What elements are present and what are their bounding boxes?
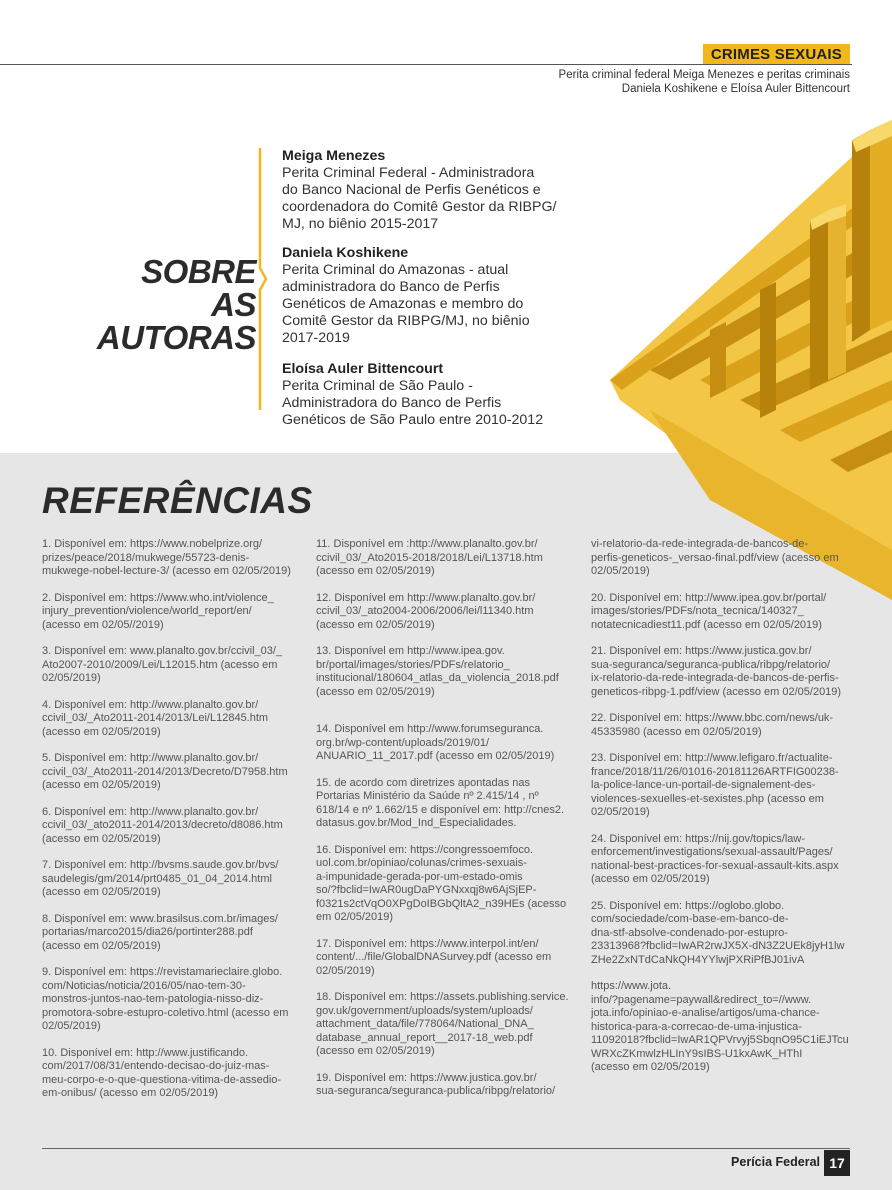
reference-item: 2. Disponível em: https://www.who.int/violence_ injury_prevention/violence/world_report/en/ (acesso em 02/05//2019) <box>42 591 274 631</box>
about-title <box>96 255 256 354</box>
author-eloisa <box>282 361 582 429</box>
reference-item: 13. Disponível em http://www.ipea.gov. br/portal/images/stories/PDFs/relatorio_ institucional/180604_atlas_da_violencia_2018.pdf (acesso em 02/05/2019) <box>316 645 559 698</box>
author-bio: Perita Criminal do Amazonas - atual administradora do Banco de Perfis Genéticos de Amazonas e membro do Comitê Gestor da RIBPG/MJ, no biênio 2017-2019 <box>282 262 530 346</box>
reference-item: vi-relatorio-da-rede-integrada-de-bancos-de- perfis-geneticos-_versao-final.pdf/view (acesso em 02/05/2019) <box>591 538 839 577</box>
author-daniela <box>282 245 582 347</box>
footer-divider <box>42 1148 850 1149</box>
about-title-line-1: SOBRE AS <box>141 253 256 323</box>
reference-item: 9. Disponível em: https://revistamarieclaire.globo. com/Noticias/noticia/2016/05/nao-tem-30- monstros-juntos-nao-tem-patologia-nisso-diz- promotora-sobre-estupro-coletivo.html (acesso em 02/05/2019) <box>42 966 289 1032</box>
references-title: REFERÊNCIAS <box>42 480 313 521</box>
reference-item: 1. Disponível em: https://www.nobelprize.org/ prizes/peace/2018/mukwege/55723-denis- mukwege-nobel-lecture-3/ (acesso em 02/05/2019) <box>42 538 291 577</box>
author-name: Meiga Menezes <box>282 148 386 164</box>
section-tag: CRIMES SEXUAIS <box>703 44 850 65</box>
reference-item: 21. Disponível em: https://www.justica.gov.br/ sua-seguranca/seguranca-publica/ribpg/relatorio/ ix-relatorio-da-rede-integrada-de-bancos-de-perfis- geneticos-ribpg-1.pdf/view (acesso em 02/05/2019) <box>591 645 842 698</box>
references-column-1 <box>42 538 310 1114</box>
author-name: Eloísa Auler Bittencourt <box>282 361 444 377</box>
magazine-name: Perícia Federal <box>731 1155 820 1169</box>
reference-item: 20. Disponível em: http://www.ipea.gov.br/portal/ images/stories/PDFs/nota_tecnica/140327_ notatecnicadiest11.pdf (acesso em 02/05/2019) <box>591 591 827 631</box>
about-title-line-2: AUTORAS <box>96 319 256 356</box>
reference-item: 15. de acordo com diretrizes apontadas nas Portarias Ministério da Saúde nº 2.415/14 , nº 618/14 e nº 1.662/15 e disponível em: http://cnes2. datasus.gov.br/Mod_Ind_Especialidades. <box>316 776 565 829</box>
reference-item: 11. Disponível em :http://www.planalto.gov.br/ ccivil_03/_Ato2015-2018/2018/Lei/L13718.htm (acesso em 02/05/2019) <box>316 538 543 577</box>
byline-line-2: Daniela Koshikene e Eloísa Auler Bittencourt <box>621 83 850 95</box>
reference-item: 16. Disponível em: https://congressoemfoco. uol.com.br/opiniao/colunas/crimes-sexuais- a-impunidade-gerada-por-um-estado-omis so/?fbclid=IwAR0ugDaPYGNxxqj8w6AjSjEP- f0321s2ctVqO0XPgDoIBGbQltA2_n39HEs (acesso em 02/05/2019) <box>316 843 567 923</box>
reference-item: https://www.jota. info/?pagename=paywall&redirect_to=//www. jota.info/opiniao-e-analise/artigos/uma-chance- historica-para-a-correcao-de-uma-injustica- 11092018?fbclid=IwAR1QPVrvyj5SbqnO95C1iEJTcu WRXcZKmwlzHLInY9sIBS-U1kxAwK_HThI (acesso em 02/05/2019) <box>591 980 849 1073</box>
author-bio: Perita Criminal Federal - Administradora do Banco Nacional de Perfis Genéticos e coordenadora do Comitê Gestor da RIBPG/ MJ, no biênio 2015-2017 <box>282 165 557 232</box>
header-divider <box>0 64 852 65</box>
maze-icon <box>610 120 892 600</box>
reference-item: 7. Disponível em: http://bvsms.saude.gov.br/bvs/ saudelegis/gm/2014/prt0485_01_04_2014.html (acesso em 02/05/2019) <box>42 859 279 898</box>
author-meiga <box>282 148 582 233</box>
reference-item: 19. Disponível em: https://www.justica.gov.br/ sua-seguranca/seguranca-publica/ribpg/relatorio/ <box>316 1071 556 1097</box>
maze-illustration <box>590 80 892 600</box>
reference-item: 6. Disponível em: http://www.planalto.gov.br/ ccivil_03/_ato2011-2014/2013/decreto/d8086.htm (acesso em 02/05/2019) <box>42 805 283 845</box>
author-name: Daniela Koshikene <box>282 245 409 261</box>
reference-item: 12. Disponível em http://www.planalto.gov.br/ ccivil_03/_ato2004-2006/2006/lei/l11340.htm (acesso em 02/05/2019) <box>316 591 536 631</box>
reference-item: 17. Disponível em: https://www.interpol.int/en/ content/.../file/GlobalDNASurvey.pdf (acesso em 02/05/2019) <box>316 937 552 977</box>
bracket-divider <box>250 148 270 410</box>
reference-item: 14. Disponível em http://www.forumseguranca. org.br/wp-content/uploads/2019/01/ ANUARIO_11_2017.pdf (acesso em 02/05/2019) <box>316 723 555 762</box>
author-bio: Perita Criminal de São Paulo - Administradora do Banco de Perfis Genéticos de São Paulo entre 2010-2012 <box>282 378 544 428</box>
reference-item: 22. Disponível em: https://www.bbc.com/news/uk- 45335980 (acesso em 02/05/2019) <box>591 712 834 738</box>
reference-item: 8. Disponível em: www.brasilsus.com.br/images/ portarias/marco2015/dia26/portinter288.pdf (acesso em 02/05/2019) <box>42 912 278 952</box>
page-number: 17 <box>824 1150 850 1176</box>
references-column-3 <box>591 538 859 1088</box>
reference-item: 3. Disponível em: www.planalto.gov.br/ccivil_03/_ Ato2007-2010/2009/Lei/L12015.htm (acesso em 02/05/2019) <box>42 645 283 684</box>
reference-item: 24. Disponível em: https://nij.gov/topics/law- enforcement/investigations/sexual-assault/Pages/ national-best-practices-for-sexual-assault-kits.aspx (acesso em 02/05/2019) <box>591 832 839 885</box>
reference-item: 4. Disponível em: http://www.planalto.gov.br/ ccivil_03/_Ato2011-2014/2013/Lei/L12845.htm (acesso em 02/05/2019) <box>42 698 269 738</box>
reference-item: 5. Disponível em: http://www.planalto.gov.br/ ccivil_03/_Ato2011-2014/2013/Decreto/D7958.htm (acesso em 02/05/2019) <box>42 752 288 791</box>
reference-item: 18. Disponível em: https://assets.publishing.service. gov.uk/government/uploads/system/uploads/ attachment_data/file/778064/National_DNA_ database_annual_report__2017-18_web.pdf (acesso em 02/05/2019) <box>316 991 569 1057</box>
reference-item: 25. Disponível em: https://oglobo.globo. com/sociedade/com-base-em-banco-de- dna-stf-absolve-condenado-por-estupro- 23313968?fbclid=IwAR2rwJX5X-dN3Z2UEk8jyH1lw ZHe2ZxNTdCaNkQH4YYlwjPXRiPfBJ01ivA <box>591 899 845 966</box>
references-column-2 <box>316 538 584 1112</box>
byline-line-1: Perita criminal federal Meiga Menezes e peritas criminais <box>558 69 850 81</box>
reference-item: 10. Disponível em: http://www.justificando. com/2017/08/31/entendo-decisao-do-juiz-mas- meu-corpo-e-o-que-questiona-vitima-de-assedio- em-onibus/ (acesso em 02/05/2019) <box>42 1046 282 1099</box>
reference-item: 23. Disponível em: http://www.lefigaro.fr/actualite- france/2018/11/26/01016-20181126ARTFIG00238- la-police-lance-un-portail-de-signalement-des- violences-sexuelles-et-sexistes.php (acesso em 02/05/2019) <box>591 752 839 818</box>
